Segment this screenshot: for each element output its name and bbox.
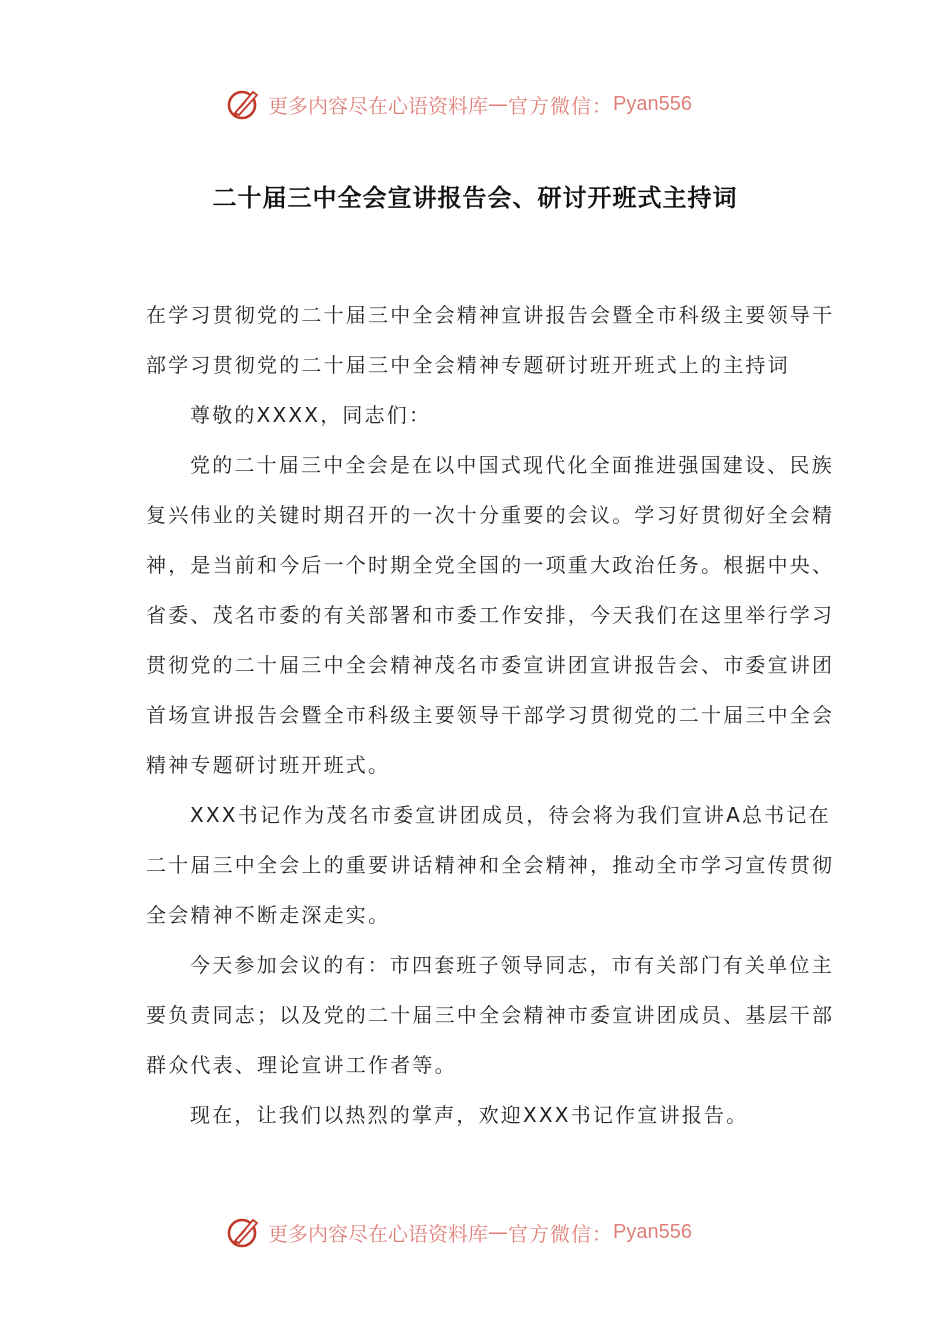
- banner-wechat-id: Pyan556: [613, 1220, 692, 1243]
- salutation: 尊敬的XXXX，同志们：: [190, 403, 432, 427]
- banner-dash: —: [488, 92, 508, 116]
- closing-paragraph: 现在，让我们以热烈的掌声，欢迎XXX书记作宣讲报告。: [190, 1103, 749, 1127]
- body-paragraph: 今天参加会议的有：市四套班子领导同志，市有关部门有关单位主要负责同志；以及党的二十届三中全会精神市委宣讲团成员、基层干部群众代表、理论宣讲工作者等。: [146, 953, 835, 1077]
- header-banner: [226, 84, 692, 124]
- banner-wechat-id: Pyan556: [613, 92, 692, 115]
- pen-logo-icon: [226, 1214, 262, 1250]
- pen-logo-icon: [226, 86, 262, 122]
- banner-slogan: 更多内容尽在心语资料库: [268, 1221, 488, 1246]
- body-paragraph: XXX书记作为茂名市委宣讲团成员，待会将为我们宣讲A总书记在二十届三中全会上的重要讲话精神和全会精神，推动全市学习宣传贯彻全会精神不断走深走实。: [146, 803, 835, 927]
- banner-dash: —: [488, 1220, 508, 1244]
- footer-banner: [226, 1212, 692, 1252]
- intro-paragraph: 在学习贯彻党的二十届三中全会精神宣讲报告会暨全市科级主要领导干部学习贯彻党的二十届三中全会精神专题研讨班开班式上的主持词: [146, 303, 835, 377]
- banner-contact-label: 官方微信：: [508, 93, 613, 118]
- banner-slogan: 更多内容尽在心语资料库: [268, 93, 488, 118]
- body-paragraph: 党的二十届三中全会是在以中国式现代化全面推进强国建设、民族复兴伟业的关键时期召开的一次十分重要的会议。学习好贯彻好全会精神，是当前和今后一个时期全党全国的一项重大政治任务。根据中央、省委、茂名市委的有关部署和市委工作安排，今天我们在这里举行学习贯彻党的二十届三中全会精神茂名市委宣讲团宣讲报告会、市委宣讲团首场宣讲报告会暨全市科级主要领导干部学习贯彻党的二十届三中全会精神专题研讨班开班式。: [146, 453, 835, 777]
- banner-contact-label: 官方微信：: [508, 1221, 613, 1246]
- document-body: [146, 290, 836, 1140]
- document-title: 二十届三中全会宣讲报告会、研讨开班式主持词: [212, 184, 738, 212]
